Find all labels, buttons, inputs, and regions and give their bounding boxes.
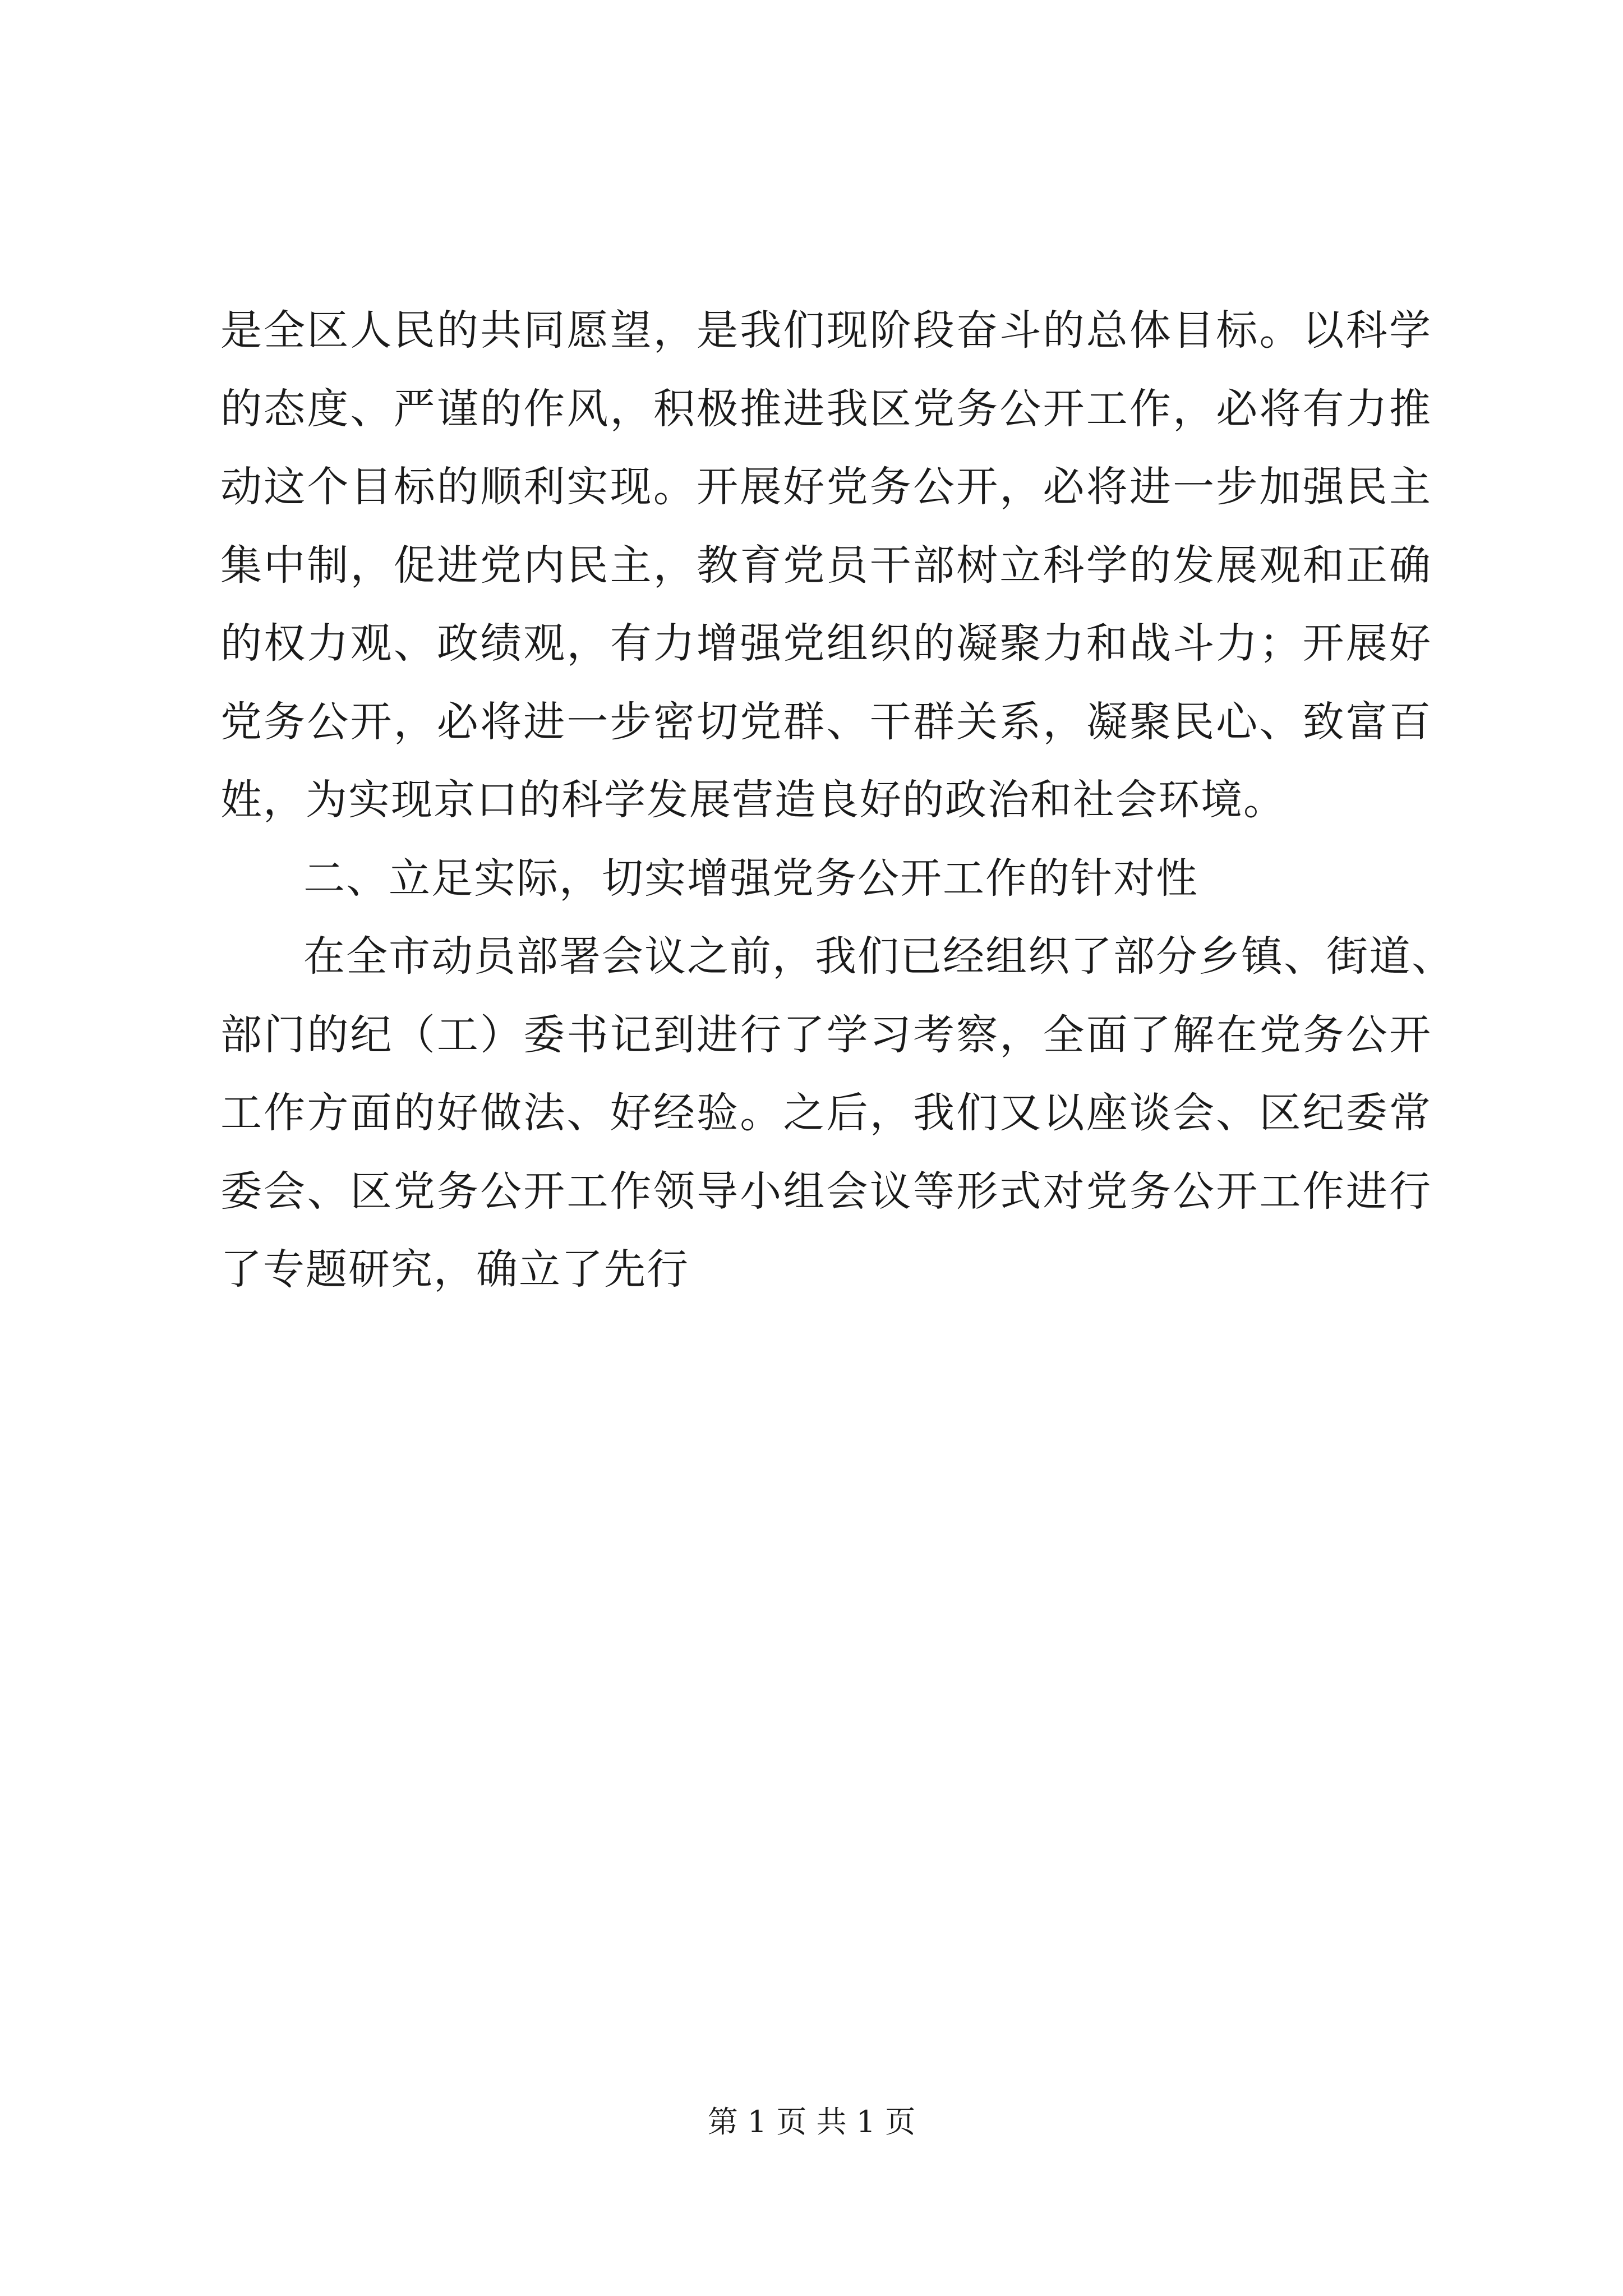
paragraph-2-line-1: 在全市动员部署会议之前，我们已经组织了部分乡镇、街道、 — [303, 932, 1454, 981]
paragraph-2-line-5: 了专题研究，确立了先行 — [220, 1245, 689, 1294]
paragraph-1-line-2: 的态度、严谨的作风，积极推进我区党务公开工作，必将有力推 — [220, 384, 1432, 433]
paragraph-2-line-3: 工作方面的好做法、好经验。之后，我们又以座谈会、区纪委常 — [220, 1089, 1432, 1137]
paragraph-2-line-4: 委会、区党务公开工作领导小组会议等形式对党务公开工作进行 — [220, 1167, 1432, 1216]
paragraph-1-line-3: 动这个目标的顺利实现。开展好党务公开，必将进一步加强民主 — [220, 463, 1432, 511]
paragraph-2-line-2: 部门的纪（工）委书记到进行了学习考察，全面了解在党务公开 — [220, 1010, 1432, 1059]
paragraph-1-line-6: 党务公开，必将进一步密切党群、干群关系，凝聚民心、致富百 — [220, 697, 1432, 746]
paragraph-1-line-7: 姓，为实现京口的科学发展营造良好的政治和社会环境。 — [220, 776, 1286, 824]
paragraph-1-line-5: 的权力观、政绩观，有力增强党组织的凝聚力和战斗力；开展好 — [220, 619, 1432, 668]
document-body — [220, 292, 1454, 1309]
page-footer: 第 1 页 共 1 页 — [707, 2104, 916, 2139]
paragraph-1-line-4: 集中制，促进党内民主，教育党员干部树立科学的发展观和正确 — [220, 541, 1432, 590]
paragraph-1-line-1: 是全区人民的共同愿望，是我们现阶段奋斗的总体目标。以科学 — [220, 306, 1432, 355]
section-heading: 二、立足实际，切实增强党务公开工作的针对性 — [303, 854, 1198, 903]
